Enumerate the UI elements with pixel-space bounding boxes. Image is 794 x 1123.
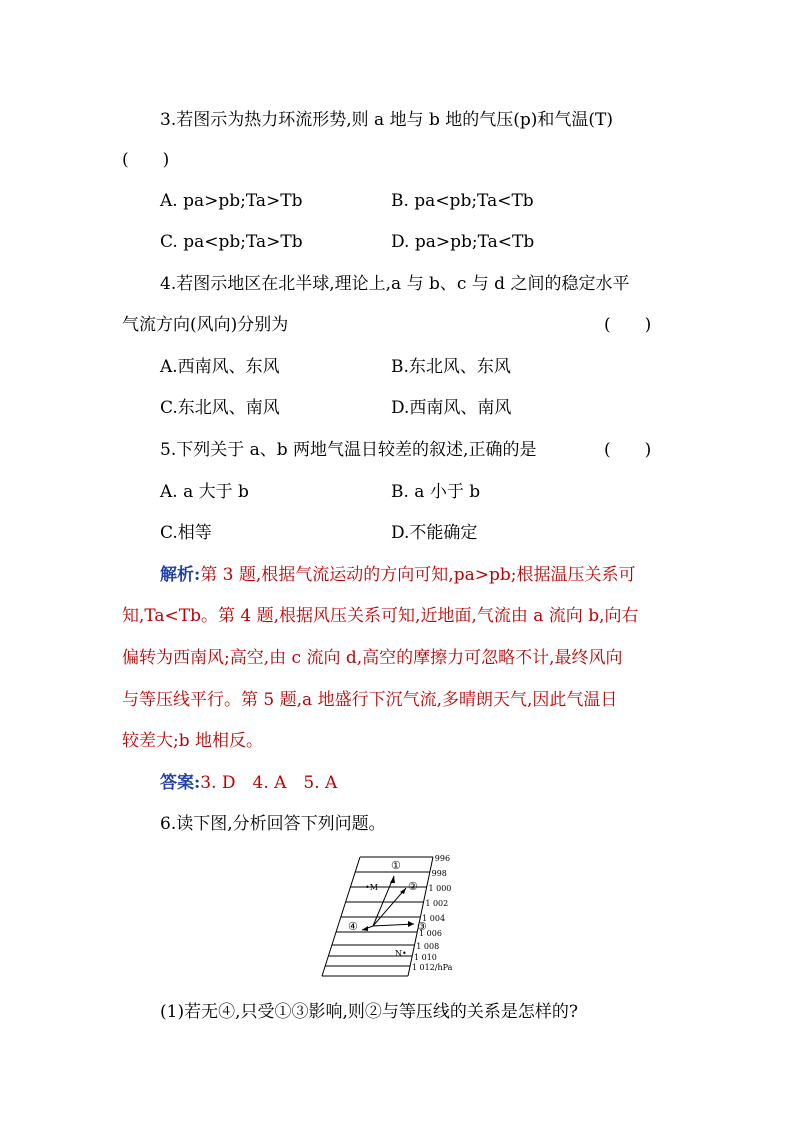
isobar-wind-diagram (318, 852, 478, 982)
arrow-2 (373, 888, 406, 926)
point-m: •M (365, 883, 378, 892)
answer-line (160, 771, 337, 795)
analysis-line5: 较差大;b 地相反。 (122, 731, 264, 751)
arrow-3 (373, 924, 414, 926)
analysis-text-1: 第 3 题,根据气流运动的方向可知,pa>pb;根据温压关系可 (200, 565, 636, 585)
answer-label: 答案: (160, 773, 201, 793)
arrow-head-1 (390, 876, 395, 883)
q3-option-c: C. pa<pb;Ta>Tb (160, 232, 303, 252)
q4-option-a: A.西南风、东风 (160, 357, 280, 377)
q3-option-a: A. pa>pb;Ta>Tb (160, 191, 303, 211)
isobar-label-996: 996 (434, 854, 451, 863)
q4-option-d: D.西南风、南风 (391, 398, 512, 418)
isobar-label-1004: 1 004 (422, 914, 446, 923)
arrow-head-3 (408, 921, 414, 927)
arrow-label-2: ② (408, 880, 418, 893)
q4-answer-bracket: ( ) (604, 315, 652, 335)
isobar-label-998: 998 (431, 869, 447, 878)
analysis-line2: 知,Ta<Tb。第 4 题,根据风压关系可知,近地面,气流由 a 流向 b,向右 (122, 606, 639, 626)
isobar-label-1008: 1 008 (416, 942, 440, 951)
q3-option-d: D. pa>pb;Ta<Tb (391, 232, 535, 252)
analysis-line3: 偏转为西南风;高空,由 c 流向 d,高空的摩擦力可忽略不计,最终风向 (122, 648, 623, 668)
q5-stem: 5.下列关于 a、b 两地气温日较差的叙述,正确的是 (160, 440, 537, 460)
q4-option-c: C.东北风、南风 (160, 398, 280, 418)
isobar-label-1010: 1 010 (413, 953, 437, 962)
q4-stem-line1: 4.若图示地区在北半球,理论上,a 与 b、c 与 d 之间的稳定水平 (160, 274, 630, 294)
isobar-label-1006: 1 006 (419, 929, 442, 938)
q5-answer-bracket: ( ) (604, 440, 652, 460)
q6-sub1: (1)若无④,只受①③影响,则②与等压线的关系是怎样的? (160, 1002, 579, 1022)
arrow-label-4: ④ (348, 920, 358, 933)
analysis-line1 (160, 563, 635, 587)
q4-option-b: B.东北风、东风 (391, 357, 511, 377)
q5-option-c: C.相等 (160, 523, 212, 543)
q4-stem-line2: 气流方向(风向)分别为 (122, 315, 289, 335)
arrow-head-2 (400, 888, 406, 894)
arrow-head-4 (362, 926, 368, 931)
arrow-label-1: ① (391, 859, 401, 872)
analysis-line4: 与等压线平行。第 5 题,a 地盛行下沉气流,多晴朗天气,因此气温日 (122, 690, 618, 710)
q3-answer-bracket: ( ) (122, 150, 170, 170)
q5-option-d: D.不能确定 (391, 523, 478, 543)
point-n: N• (395, 949, 407, 958)
isobar-label-1002: 1 002 (425, 899, 449, 908)
q6-stem: 6.读下图,分析回答下列问题。 (160, 814, 386, 834)
q3-option-b: B. pa<pb;Ta<Tb (391, 191, 534, 211)
isobar-label-1012: 1 012/hPa (411, 963, 453, 972)
q5-option-a: A. a 大于 b (160, 482, 249, 502)
q5-option-b: B. a 小于 b (391, 482, 481, 502)
analysis-label: 解析: (160, 565, 201, 585)
q3-stem: 3.若图示为热力环流形势,则 a 地与 b 地的气压(p)和气温(T) (160, 110, 614, 130)
arrow-label-3: ③ (417, 920, 427, 933)
answer-text: 3. D 4. A 5. A (200, 773, 338, 793)
isobar-label-1000: 1 000 (428, 884, 452, 893)
